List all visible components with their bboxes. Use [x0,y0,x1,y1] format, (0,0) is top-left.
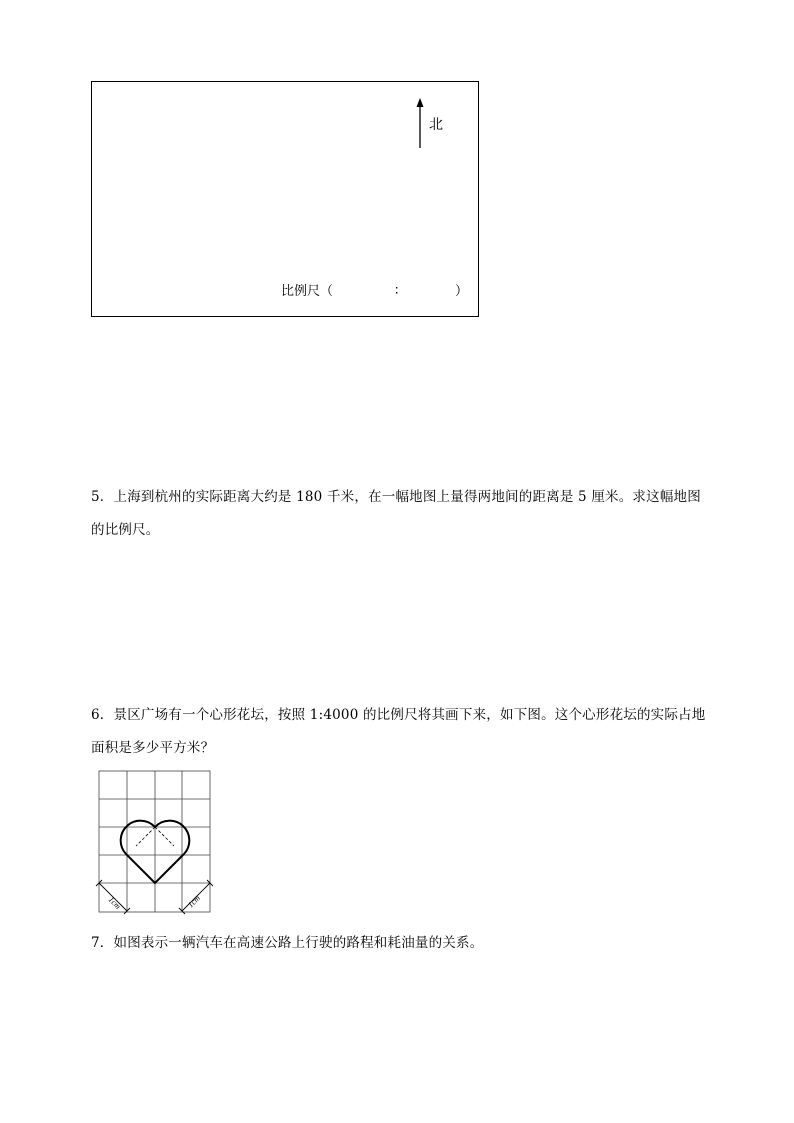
question-text: 景区广场有一个心形花坛，按照 1:4000 的比例尺将其画下来，如下图。这个心形花坛的实际占地 [113,707,706,723]
question-6-line-2: 面积是多少平方米？ [91,740,215,756]
scale-label: 比例尺（ [281,284,334,299]
scale-colon: ∶ [395,284,399,299]
unit-label-right: 1cm [186,893,202,910]
heart-outline [151,827,174,850]
north-label: 北 [429,117,443,133]
unit-label-left: 1cm [106,895,123,911]
question-text: 如图表示一辆汽车在高速公路上行驶的路程和耗油量的关系。 [113,935,484,951]
grid-lines [99,771,210,912]
question-6-line-1 [91,699,711,732]
question-number: 5． [91,489,114,505]
question-5 [91,481,711,547]
heart-grid-figure [92,768,216,918]
question-7 [91,927,711,960]
question-5-line-1 [91,481,711,514]
question-7-line-1 [91,927,711,960]
scale-close-paren: ） [455,284,469,299]
question-number: 7． [91,935,114,951]
question-6 [91,699,711,765]
question-text: 上海到杭州的实际距离大约是 180 千米，在一幅地图上量得两地间的距离是 5 厘米。求这幅地图 [113,489,701,505]
question-number: 6． [91,707,114,723]
north-arrow-icon [413,98,427,150]
question-5-line-2: 的比例尺。 [91,522,160,538]
